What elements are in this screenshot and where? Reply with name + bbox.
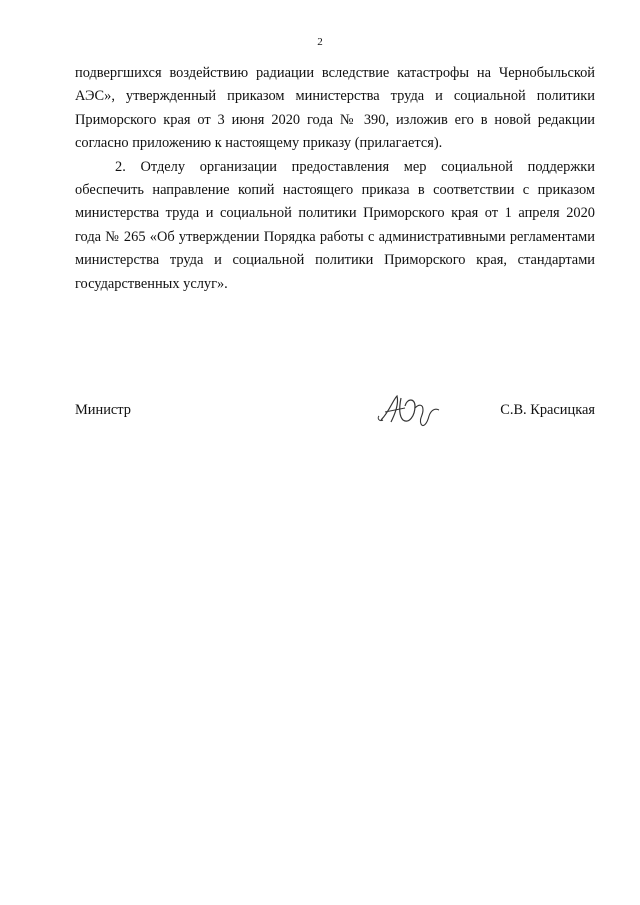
signer-title: Министр	[75, 402, 131, 418]
handwritten-signature	[375, 390, 445, 430]
signature-block	[75, 390, 595, 440]
page-number: 2	[317, 36, 323, 48]
paragraph-item-2: 2. Отделу организации предоставления мер социальной поддержки обеспечить направление копий настоящего приказа в соответствии с приказом министерства труда и социальной политики Приморского края от 1 апреля 2020 года № 265 «Об утверждении Порядка работы с административными регламентами министерства труда и социальной политики Приморского края, стандартами государственных услуг».	[75, 158, 595, 292]
document-body	[75, 62, 595, 296]
signer-name: С.В. Красицкая	[500, 402, 595, 418]
paragraph-continuation: подвергшихся воздействию радиации вследствие катастрофы на Чернобыльской АЭС», утвержденный приказом министерства труда и социальной политики Приморского края от 3 июня 2020 года № 390, изложив его в новой редакции согласно приложению к настоящему приказу (прилагается).	[75, 65, 595, 152]
